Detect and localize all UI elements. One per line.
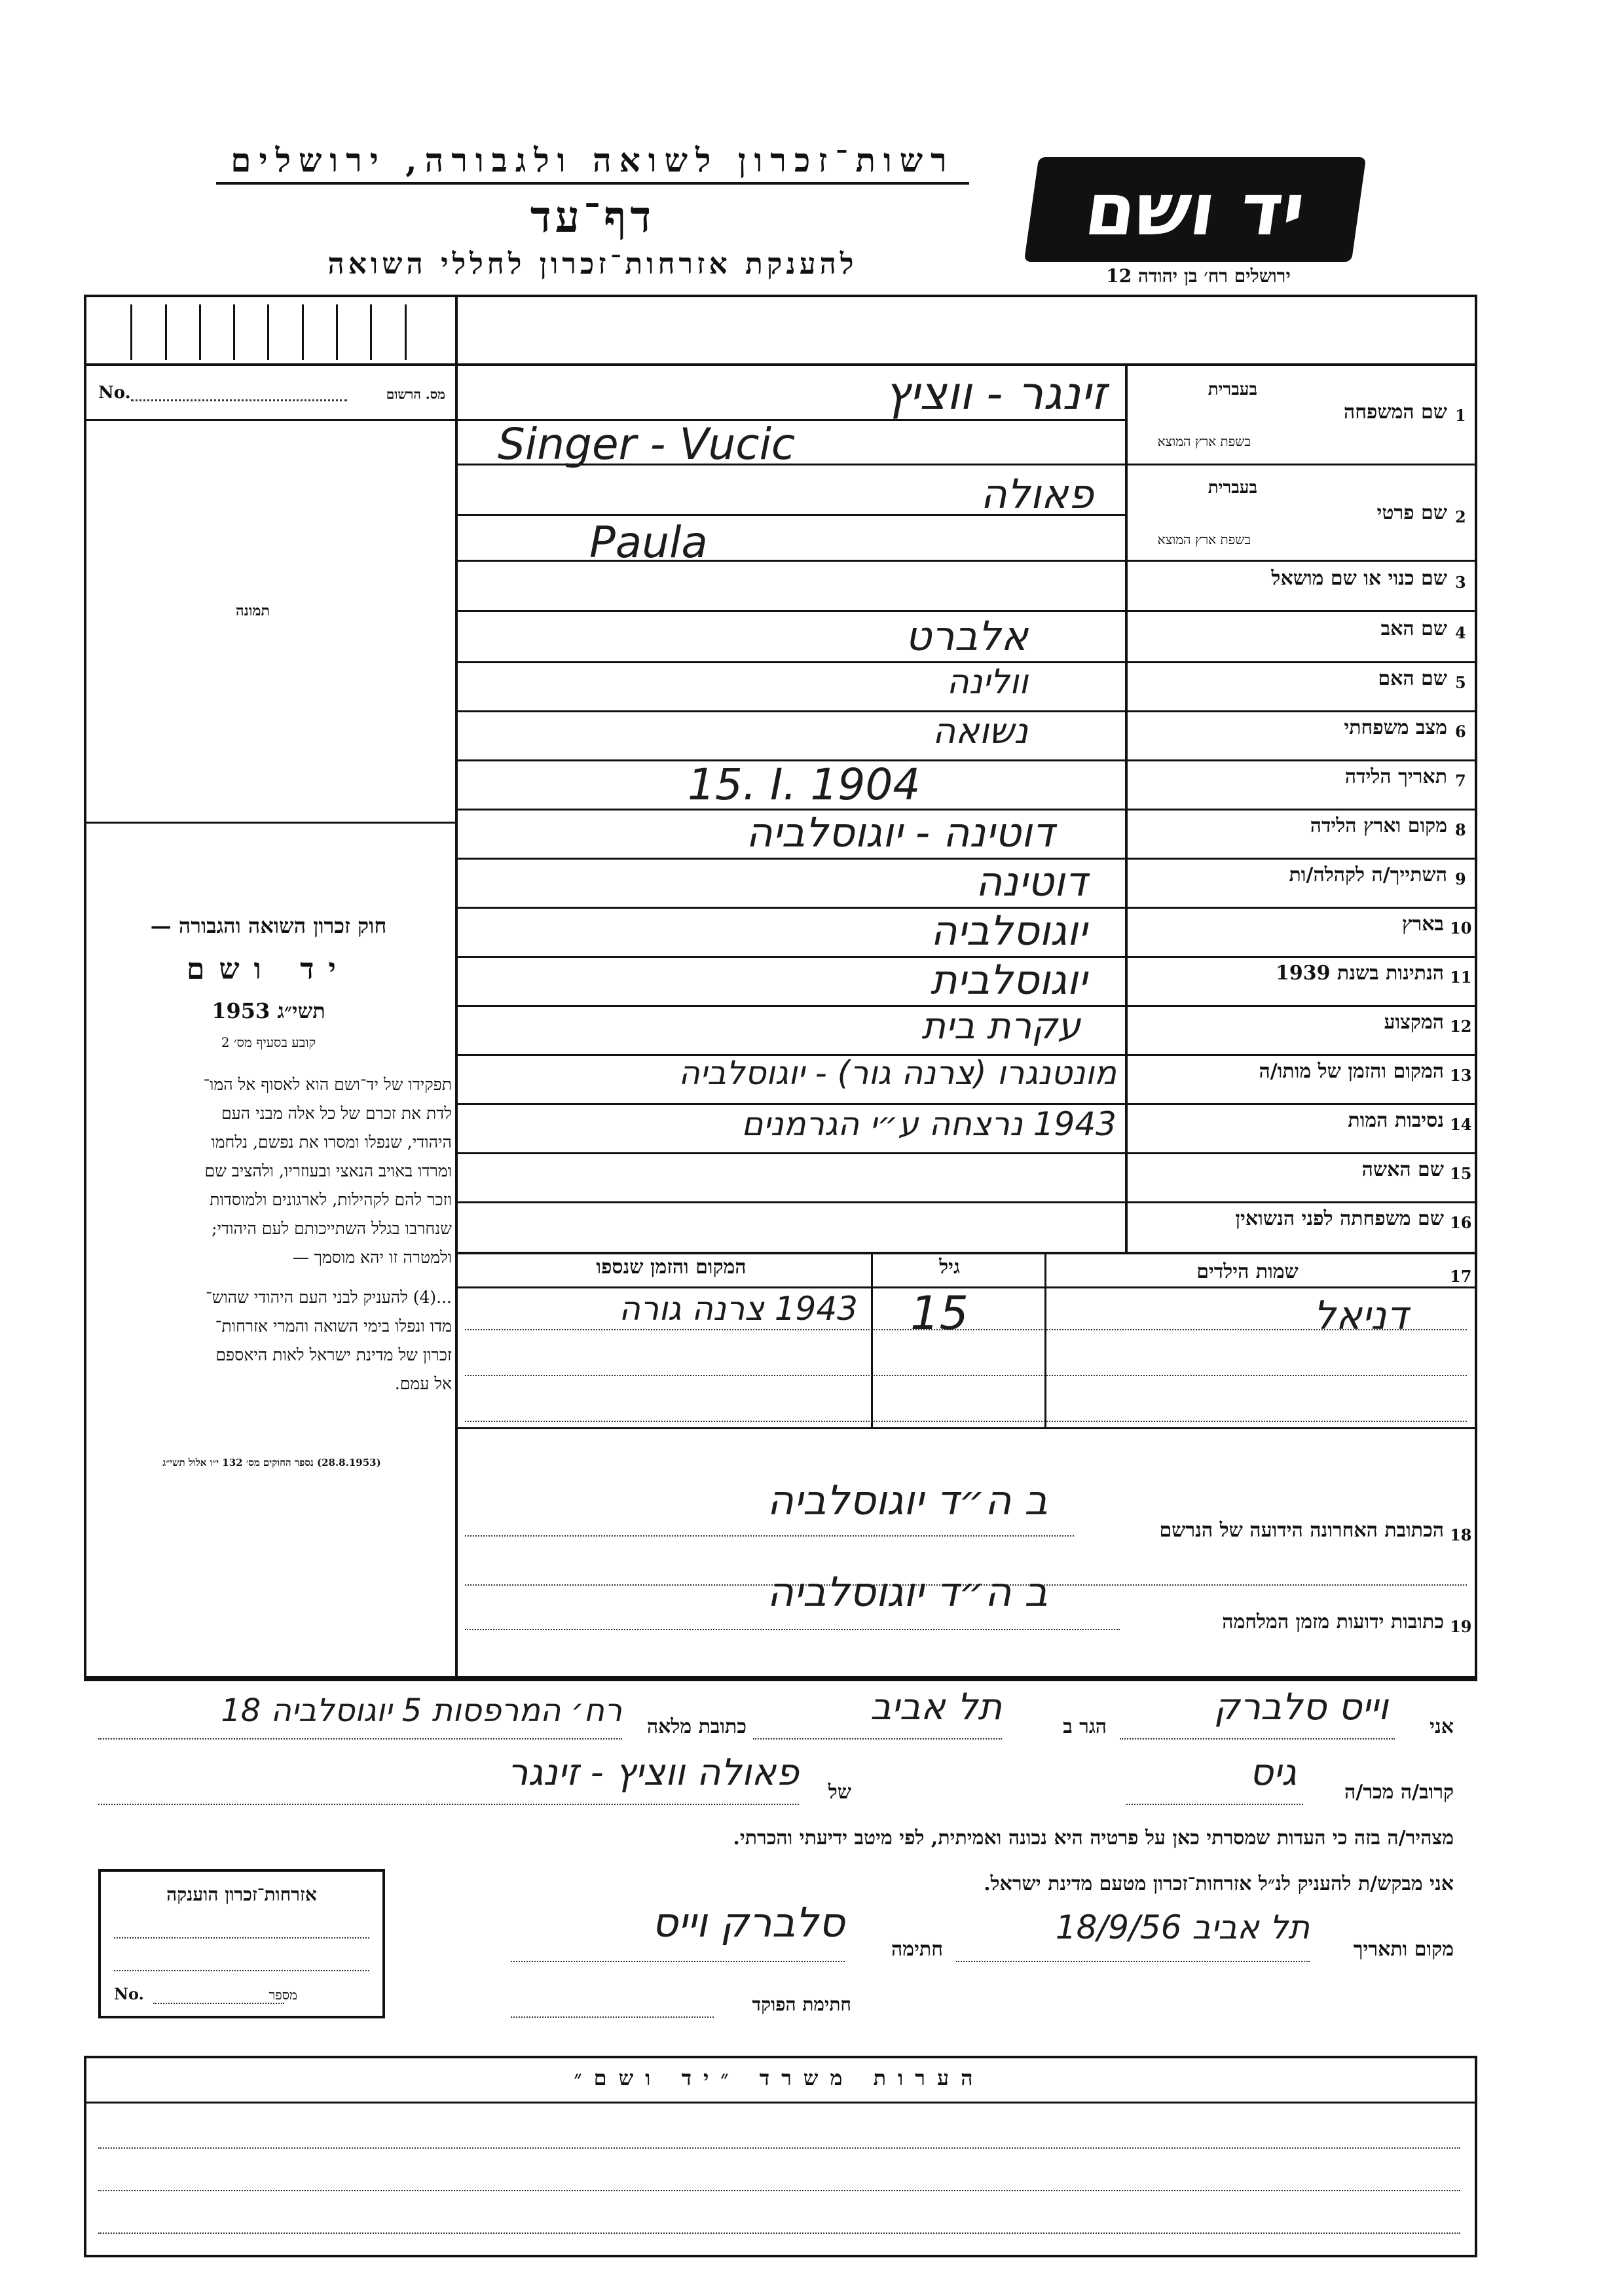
field-label-wife-name: שם האשה (1361, 1158, 1444, 1181)
field-num-17: 17 (1450, 1267, 1472, 1286)
field-label-nickname: שם כנוי או שם מושאל (1271, 567, 1447, 590)
form-subtitle: להענקת אזרחות־זכרון לחללי השואה (327, 247, 858, 281)
field-num-1: 1 (1455, 406, 1466, 425)
registration-label: מס. הרשום (386, 386, 445, 402)
hw-first-hebrew[interactable]: פאולה (980, 470, 1094, 518)
field-sub-origin-1: בשפת ארץ המוצא (1157, 433, 1251, 449)
field-num-6: 6 (1455, 722, 1466, 741)
field-label-birth-place: מקום וארץ הלידה (1310, 814, 1447, 837)
law-year: תשי״ג 1953 (212, 998, 325, 1023)
field-num-5: 5 (1455, 673, 1466, 692)
field-num-19: 19 (1450, 1617, 1472, 1636)
field-num-3: 3 (1455, 573, 1466, 592)
registration-no-label: No. (98, 383, 131, 403)
hw-last-address[interactable]: ב ה״ד יוגוסלביה (767, 1476, 1048, 1524)
hw-birth-date[interactable]: 15. I. 1904 (688, 759, 921, 810)
field-label-death-place: המקום והזמן של מותו/ה (1259, 1060, 1444, 1083)
field-num-12: 12 (1450, 1017, 1472, 1036)
field-num-16: 16 (1450, 1213, 1472, 1232)
hw-surname-hebrew[interactable]: זינגר - ווציץ (884, 367, 1107, 420)
hw-child-place-time[interactable]: 1943 צרנה גורה (619, 1290, 858, 1328)
hw-profession[interactable]: עקרת בית (921, 1005, 1080, 1048)
decl-request: אני מבקש/ת להעניק לנ״ל אזרחות־זכרון מטעם מדינת ישראל. (984, 1872, 1454, 1895)
decl-statement: מצהיר/ה בזה כי העדות שמסרתי כאן על פרטיה היא נכונה ואמיתית, לפי מיטב ידיעתי והכרתי. (733, 1827, 1454, 1850)
field-num-15: 15 (1450, 1164, 1472, 1183)
hw-deceased-name[interactable]: פאולה ווציץ - זינגר (507, 1751, 799, 1794)
hw-birth-place[interactable]: דוטינה - יוגוסלביה (746, 809, 1054, 856)
field-num-10: 10 (1450, 919, 1472, 938)
cert-box-title: אזרחות־זכרון הוענקה (166, 1884, 317, 1905)
field-label-marital: מצב משפחתי (1344, 716, 1447, 739)
decl-relative: קרוב/ה מכר/ה (1344, 1781, 1454, 1804)
hw-place-date[interactable]: תל אביב 18/9/56 (1055, 1908, 1310, 1946)
children-col-names: שמות הילדים (1196, 1260, 1299, 1283)
field-label-last-address: הכתובת האחרונה הידועה של הנרשם (1159, 1519, 1444, 1542)
yad-vashem-logo (1024, 157, 1366, 262)
field-label-first-name: שם פרטי (1376, 501, 1447, 524)
field-num-11: 11 (1450, 968, 1472, 987)
hw-relation[interactable]: גיס (1249, 1751, 1297, 1794)
hw-war-addresses[interactable]: ב ה״ד יוגוסלביה (767, 1568, 1048, 1616)
hw-child-name[interactable]: דניאל (1313, 1293, 1408, 1339)
hw-declarant-name[interactable]: וייס סלברק (1213, 1686, 1388, 1728)
field-label-birth-date: תאריך הלידה (1344, 765, 1447, 788)
field-num-13: 13 (1450, 1066, 1472, 1085)
field-label-war-addresses: כתובות ידועות מזמן המלחמה (1222, 1611, 1444, 1633)
decl-place-date-label: מקום ותאריך (1353, 1938, 1454, 1961)
photo-label: תמונה (236, 602, 270, 619)
children-col-age: גיל (939, 1256, 960, 1279)
field-label-death-circumstances: נסיבות המות (1348, 1109, 1444, 1132)
children-col-place: המקום והזמן שנספו (596, 1256, 747, 1279)
hw-father[interactable]: אלברט (905, 612, 1028, 660)
hw-marital[interactable]: נשואה (932, 710, 1028, 752)
hw-surname-latin[interactable]: Singer - Vucic (498, 419, 796, 469)
logo-address: ירושלים רח׳ בן יהודה 12 (1106, 265, 1291, 287)
hw-first-latin[interactable]: Paula (589, 517, 708, 568)
field-num-8: 8 (1455, 820, 1466, 839)
cert-no: No. (114, 1984, 144, 2003)
field-label-surname: שם המשפחה (1343, 401, 1447, 424)
registration-boxes (98, 304, 439, 360)
hw-declarant-address[interactable]: רח׳ המרפסות 5 יוגוסלביה 18 (221, 1692, 622, 1729)
decl-of: של (828, 1781, 851, 1804)
certificate-box (98, 1869, 385, 2018)
field-label-father: שם האב (1380, 617, 1447, 640)
field-num-18: 18 (1450, 1525, 1472, 1544)
hw-signature[interactable]: סלברק וייס (652, 1899, 845, 1946)
field-label-country: בארץ (1401, 913, 1444, 936)
decl-full-address: כתובת מלאה (646, 1715, 747, 1738)
decl-clerk-signature: חתימת הפוקד (752, 1994, 851, 2015)
hw-child-age[interactable]: 15 (910, 1286, 969, 1340)
registration-no-field[interactable] (131, 399, 347, 401)
law-text: תפקידו של יד־ושם הוא לאסוף אל המו־ לדת את זכרם של כל אלה מבני העם היהודי, שנפלו ומסרו את נפשם, נלחמו ומרדו באויב הנאצי ובעוזריו, ולהציב שם וזכר להם לקהילות, לארגונים ולמוסדות שנחרבו בגלל השתייכותם לעם היהודי; ולמטרה זו יהא מוסמך — (203, 1075, 452, 1267)
field-sub-origin-2: בשפת ארץ המוצא (1157, 532, 1251, 547)
hw-nationality[interactable]: יוגוסלבית (930, 956, 1087, 1004)
field-sub-hebrew-2: בעברית (1208, 478, 1257, 498)
hw-death-circumstances[interactable]: 1943 נרצחה ע״י הגרמנים (741, 1105, 1116, 1143)
field-num-9: 9 (1455, 869, 1466, 888)
decl-lives-in: הגר ב (1063, 1715, 1107, 1738)
field-label-maiden-name: שם משפחתה לפני הנשואין (1235, 1207, 1444, 1230)
hw-declarant-city[interactable]: תל אביב (870, 1686, 1002, 1728)
law-reference: (28.8.1953) נספר החוקים מס׳ 132 י״ו אלול תשי״ג (162, 1457, 381, 1468)
field-label-profession: המקצוע (1384, 1011, 1444, 1034)
field-label-mother: שם האם (1378, 667, 1447, 690)
cert-number-label: מספר (268, 1987, 297, 2003)
decl-signature-label: חתימה (891, 1938, 943, 1961)
hw-community[interactable]: דוטינה (975, 858, 1087, 905)
hw-death-place[interactable]: מונטנגרו (צרנה גור) - יוגוסלביה (678, 1054, 1116, 1092)
law-text-2: ...(4) להעניק לבני העם היהודי שהוש־ מדו ונפלו בימי השואה והמרי אזרחות־ זכרון של מדינת ישראל לאות היאספם אל עמם. (206, 1288, 452, 1393)
decl-i-label: אני (1430, 1715, 1454, 1738)
authority-title: רשות־זכרון לשואה ולגבורה, ירושלים (216, 141, 969, 185)
hw-mother[interactable]: וולינה (946, 663, 1028, 702)
field-sub-hebrew-1: בעברית (1208, 380, 1257, 399)
hw-country[interactable]: יוגוסלביה (931, 907, 1087, 955)
form-title: דף־עד (530, 191, 655, 242)
office-notes-title: הערות משרד ״יד ושם״ (574, 2066, 985, 2090)
field-num-4: 4 (1455, 623, 1466, 642)
field-label-nationality: הנתינות בשנת 1939 (1275, 962, 1444, 985)
field-num-7: 7 (1455, 771, 1466, 790)
field-num-2: 2 (1455, 507, 1466, 526)
field-label-community: השתייך/ה לקהלה/ות (1289, 864, 1447, 886)
law-title: חוק זכרון השואה והגבורה — (150, 913, 387, 938)
law-name: יד ושם (187, 953, 350, 986)
field-num-14: 14 (1450, 1115, 1472, 1134)
logo-text: יד ושם (1080, 168, 1310, 251)
law-clause: קובע בסעיף מס׳ 2 (221, 1034, 316, 1050)
